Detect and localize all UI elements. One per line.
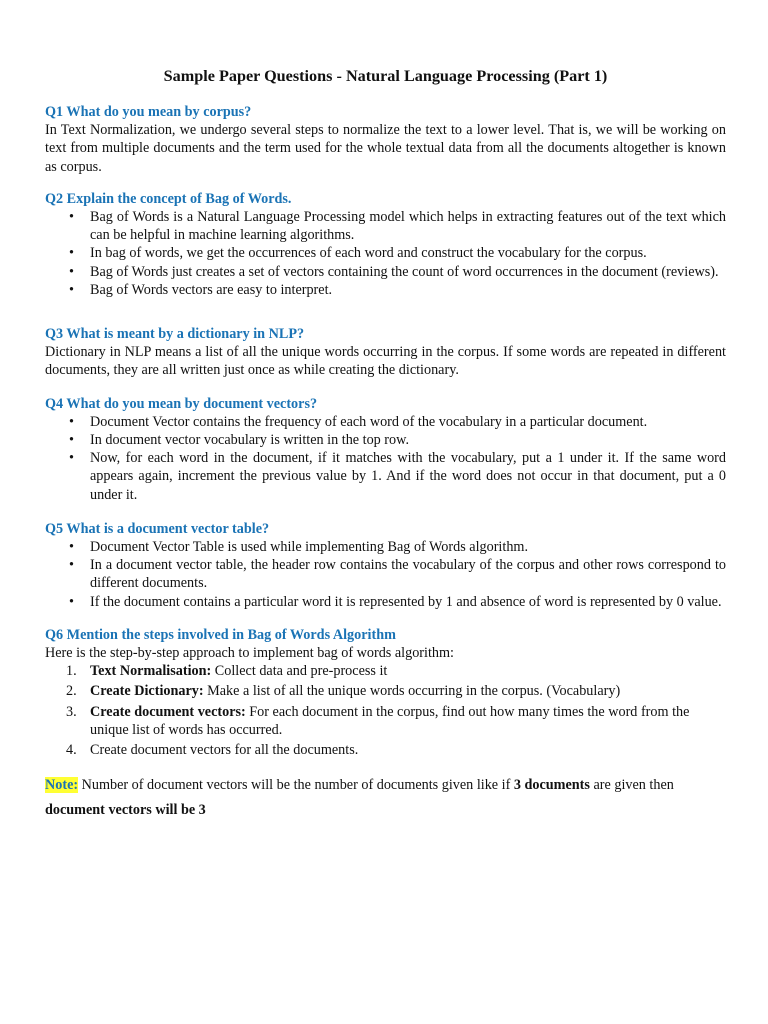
note-bold-1: 3 documents: [513, 777, 590, 794]
question-4-heading: Q4 What do you mean by document vectors?: [45, 395, 318, 412]
bullet-item: • Bag of Words just creates a set of vectors containing the count of word occurrences in the document (reviews).: [90, 263, 726, 281]
question-6-intro: Here is the step-by-step approach to implement bag of words algorithm:: [45, 645, 454, 662]
step-label: Create document vectors:: [90, 703, 246, 720]
note-bold-2: document vectors will be 3: [45, 802, 206, 819]
question-5-heading: Q5 What is a document vector table?: [45, 520, 270, 537]
bullet-item: • Now, for each word in the document, if it matches with the vocabulary, put a 1 under it. If the same word appears again, increment the previous value by 1. And if the word does not occur in that document, put a 0 under it.: [90, 449, 726, 504]
bullet-item: • Bag of Words is a Natural Language Processing model which helps in extracting features out of the text which can be helpful in machine learning algorithms.: [90, 208, 726, 244]
note-label: Note:: [45, 777, 79, 794]
note-text-2: are given then: [589, 777, 674, 794]
step-text: Make a list of all the unique words occurring in the corpus. (Vocabulary): [203, 683, 621, 700]
question-2-bullet-list: [45, 208, 726, 299]
bullet-item: • If the document contains a particular word it is represented by 1 and absence of word is represented by 0 value.: [90, 593, 726, 611]
question-1-section: [45, 103, 726, 176]
step-item: [66, 741, 726, 759]
step-label: Text Normalisation:: [90, 663, 212, 680]
bullet-item: • Document Vector contains the frequency of each word of the vocabulary in a particular document.: [90, 413, 726, 431]
question-1-answer: In Text Normalization, we undergo several steps to normalize the text to a lower level. That is, we will be working on text from multiple documents and the term used for the whole textual data from all the documents altogether is known as corpus.: [45, 122, 726, 175]
step-text: Create document vectors for all the documents.: [90, 742, 359, 759]
bullet-item: • Document Vector Table is used while implementing Bag of Words algorithm.: [90, 538, 726, 556]
question-3-answer: Dictionary in NLP means a list of all the unique words occurring in the corpus. If some words are repeated in different documents, they are all written just once as while creating the dictionary.: [45, 344, 726, 379]
note-text-1: Number of document vectors will be the number of documents given like if: [78, 777, 514, 794]
question-3-heading: Q3 What is meant by a dictionary in NLP?: [45, 326, 305, 343]
question-6-step-list: [45, 662, 726, 759]
question-6-heading: Q6 Mention the steps involved in Bag of Words Algorithm: [45, 626, 396, 643]
step-label: Create Dictionary:: [90, 683, 204, 700]
question-2-section: [45, 190, 726, 299]
question-6-section: [45, 626, 726, 759]
bullet-item: • Bag of Words vectors are easy to interpret.: [90, 281, 726, 299]
question-2-heading: Q2 Explain the concept of Bag of Words.: [45, 190, 292, 207]
question-4-bullet-list: [45, 413, 726, 504]
step-number: 1.: [66, 663, 77, 680]
bullet-item: • In bag of words, we get the occurrences of each word and construct the vocabulary for the corpus.: [90, 244, 726, 262]
step-number: 3.: [66, 703, 77, 720]
step-number: 4.: [66, 742, 77, 759]
bullet-item: • In document vector vocabulary is written in the top row.: [90, 431, 726, 449]
bullet-item: • In a document vector table, the header row contains the vocabulary of the corpus and other rows correspond to different documents.: [90, 556, 726, 592]
question-4-section: [45, 395, 726, 504]
question-3-section: [45, 325, 726, 380]
question-5-section: [45, 520, 726, 611]
step-number: 2.: [66, 683, 77, 700]
page-title: Sample Paper Questions - Natural Language Processing (Part 1): [163, 67, 608, 85]
step-item: [66, 703, 726, 739]
step-item: [66, 662, 726, 680]
step-item: [66, 682, 726, 700]
note-paragraph: [45, 773, 726, 823]
step-text: Collect data and pre-process it: [211, 663, 388, 680]
question-1-heading: Q1 What do you mean by corpus?: [45, 104, 252, 120]
question-5-bullet-list: [45, 538, 726, 611]
step-text: For each document in the corpus, find out how many times the word from the unique list of words has occurred.: [90, 703, 690, 738]
